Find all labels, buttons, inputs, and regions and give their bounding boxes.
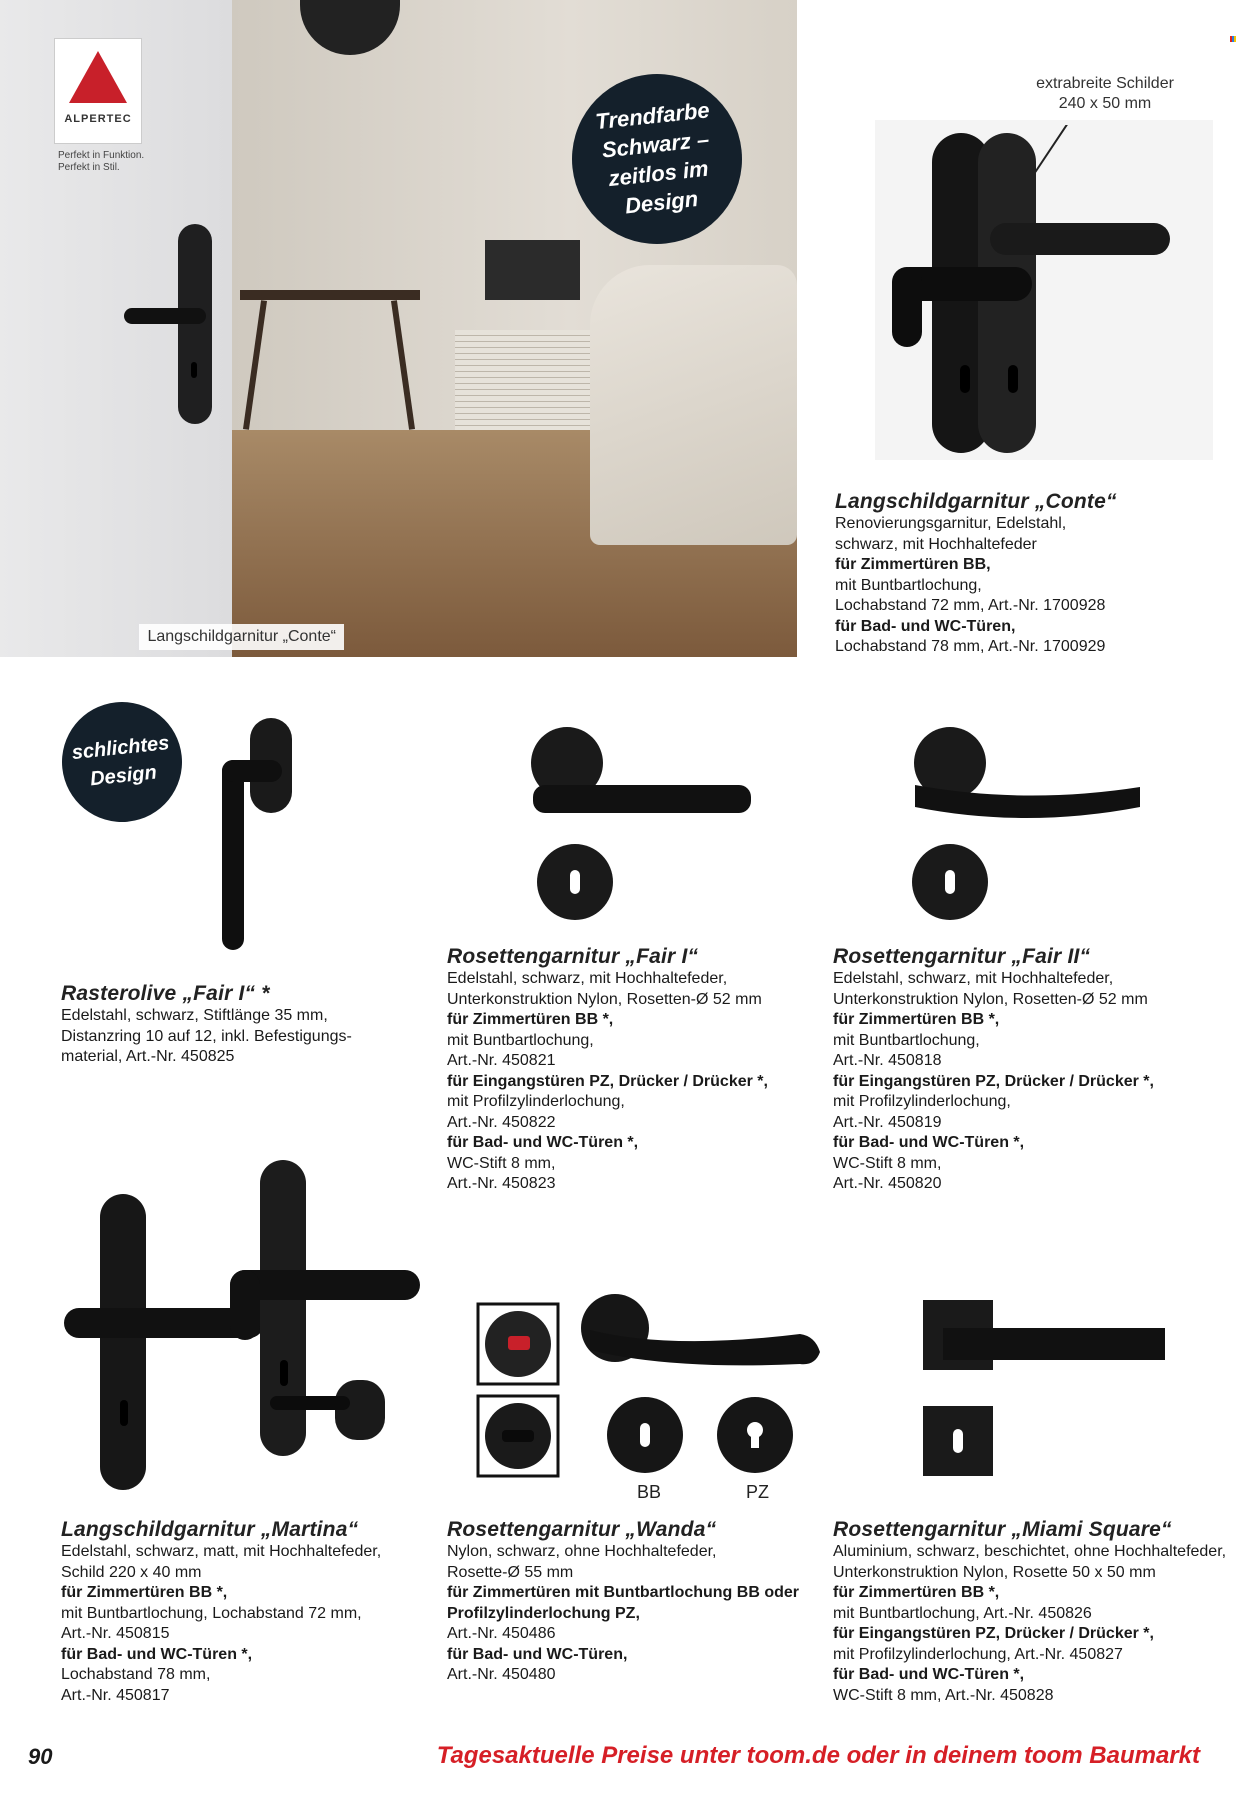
- description-line: für Eingangstüren PZ, Drücker / Drücker *,: [833, 1072, 1154, 1090]
- logo-text: ALPERTEC: [64, 113, 132, 125]
- description-line: für Bad- und WC-Türen *,: [833, 1666, 1025, 1683]
- wanda-illustration: [470, 1290, 830, 1480]
- miami-illustration: [915, 1298, 1175, 1483]
- description-line: Aluminium, schwarz, beschichtet, ohne Hochhaltefeder,: [833, 1543, 1227, 1560]
- alpertec-logo: [54, 38, 142, 144]
- sofa: [590, 265, 797, 545]
- miami-text-block: [833, 1518, 1243, 1706]
- description-line: mit Profilzylinderlochung, Art.-Nr. 450827: [833, 1645, 1123, 1663]
- fair2-text-block: [833, 945, 1233, 1195]
- description-line: für Zimmertüren mit Buntbartlochung BB oder: [447, 1584, 799, 1601]
- badge-line: Design: [89, 761, 158, 791]
- conte-text-block: [835, 490, 1235, 658]
- description-line: Unterkonstruktion Nylon, Rosetten-Ø 52 mm: [833, 990, 1148, 1008]
- wanda-label-bb: BB: [637, 1482, 662, 1502]
- description-line: WC-Stift 8 mm, Art.-Nr. 450828: [833, 1686, 1054, 1704]
- badge-line: schlichtes: [70, 732, 171, 765]
- miami-body: [833, 1542, 1243, 1706]
- design-badge: [56, 696, 188, 828]
- description-line: für Eingangstüren PZ, Drücker / Drücker *,: [833, 1625, 1154, 1642]
- description-line: Art.-Nr. 450480: [447, 1666, 556, 1683]
- description-line: Lochabstand 78 mm,: [61, 1666, 211, 1683]
- description-line: Art.-Nr. 450486: [447, 1625, 556, 1642]
- fair1-illustration: [525, 725, 755, 925]
- footer-link-text[interactable]: Tagesaktuelle Preise unter toom.de oder in deinem toom Baumarkt: [436, 1742, 1200, 1769]
- martina-text-block: [61, 1518, 441, 1706]
- fair1-text-block: [447, 945, 827, 1195]
- description-line: Unterkonstruktion Nylon, Rosetten-Ø 52 mm: [447, 990, 762, 1008]
- badge-line: zeitlos im: [607, 155, 710, 192]
- description-line: für Bad- und WC-Türen *,: [447, 1134, 639, 1151]
- description-line: mit Buntbartlochung,: [833, 1031, 980, 1049]
- description-line: Nylon, schwarz, ohne Hochhaltefeder,: [447, 1543, 717, 1560]
- hero-handle-illustration: [120, 220, 230, 430]
- description-line: mit Profilzylinderlochung,: [447, 1093, 625, 1110]
- description-line: Art.-Nr. 450822: [447, 1113, 556, 1131]
- description-line: Art.-Nr. 450817: [61, 1686, 170, 1704]
- description-line: für Bad- und WC-Türen,: [447, 1645, 628, 1663]
- description-line: Lochabstand 72 mm, Art.-Nr. 1700928: [835, 597, 1106, 614]
- miami-title: Rosettengarnitur „Miami Square“: [833, 1518, 1172, 1541]
- badge-line: Design: [623, 185, 700, 219]
- rasterolive-text-block: [61, 982, 391, 1068]
- description-line: Schild 220 x 40 mm: [61, 1563, 202, 1581]
- rasterolive-illustration: [200, 710, 310, 960]
- description-line: WC-Stift 8 mm,: [447, 1154, 556, 1172]
- description-line: Art.-Nr. 450821: [447, 1052, 556, 1069]
- description-line: Distanzring 10 auf 12, inkl. Befestigungs-: [61, 1027, 352, 1045]
- martina-illustration: [60, 1160, 420, 1500]
- description-line: Lochabstand 78 mm, Art.-Nr. 1700929: [835, 638, 1106, 655]
- description-line: Edelstahl, schwarz, matt, mit Hochhaltefeder,: [61, 1543, 382, 1560]
- description-line: Art.-Nr. 450820: [833, 1175, 942, 1192]
- description-line: mit Buntbartlochung, Art.-Nr. 450826: [833, 1604, 1092, 1622]
- description-line: für Bad- und WC-Türen *,: [833, 1134, 1025, 1151]
- description-line: Renovierungsgarnitur, Edelstahl,: [835, 515, 1067, 532]
- description-line: für Zimmertüren BB *,: [833, 1011, 1000, 1028]
- description-line: für Bad- und WC-Türen,: [835, 617, 1016, 635]
- description-line: Rosette-Ø 55 mm: [447, 1563, 574, 1581]
- fair2-illustration: [895, 725, 1155, 925]
- wanda-title: Rosettengarnitur „Wanda“: [447, 1518, 717, 1541]
- tagline-line: Perfekt in Funktion.: [58, 150, 145, 161]
- rasterolive-body: [61, 1006, 391, 1068]
- description-line: Profilzylinderlochung PZ,: [447, 1604, 640, 1622]
- wanda-body: [447, 1542, 827, 1686]
- black-box: [485, 240, 580, 300]
- badge-line: Trendfarbe: [594, 97, 711, 135]
- fair1-title: Rosettengarnitur „Fair I“: [447, 945, 699, 968]
- martina-title: Langschildgarnitur „Martina“: [61, 1518, 359, 1541]
- description-line: schwarz, mit Hochhaltefeder: [835, 535, 1037, 553]
- conte-body: [835, 514, 1235, 658]
- fair2-body: [833, 969, 1233, 1195]
- description-line: mit Buntbartlochung, Lochabstand 72 mm,: [61, 1604, 362, 1622]
- conte-handle-illustration: [880, 125, 1210, 460]
- description-line: material, Art.-Nr. 450825: [61, 1048, 235, 1065]
- wanda-label-pz: PZ: [746, 1482, 770, 1502]
- toom-corner-icon: [1230, 36, 1236, 42]
- description-line: Art.-Nr. 450818: [833, 1052, 942, 1069]
- description-line: Art.-Nr. 450815: [61, 1625, 170, 1642]
- description-line: Unterkonstruktion Nylon, Rosette 50 x 50 mm: [833, 1563, 1156, 1581]
- table-top: [240, 290, 420, 300]
- logo-triangle-icon: [69, 51, 127, 103]
- description-line: mit Buntbartlochung,: [835, 576, 982, 594]
- description-line: für Zimmertüren BB,: [835, 556, 991, 573]
- hero-photo: [0, 0, 797, 657]
- callout-line: extrabreite Schilder: [1036, 75, 1174, 92]
- callout-line: 240 x 50 mm: [1058, 95, 1152, 112]
- rasterolive-title: Rasterolive „Fair I“ *: [61, 982, 270, 1005]
- tagline-line: Perfekt in Stil.: [58, 162, 120, 173]
- fair2-title: Rosettengarnitur „Fair II“: [833, 945, 1091, 968]
- wanda-text-block: [447, 1518, 827, 1686]
- description-line: WC-Stift 8 mm,: [833, 1154, 942, 1172]
- description-line: Art.-Nr. 450823: [447, 1175, 556, 1192]
- description-line: für Zimmertüren BB *,: [61, 1584, 228, 1601]
- martina-body: [61, 1542, 441, 1706]
- conte-callout: [1030, 74, 1180, 114]
- description-line: für Eingangstüren PZ, Drücker / Drücker *,: [447, 1072, 768, 1090]
- photo-caption: Langschildgarnitur „Conte“: [139, 624, 344, 650]
- brand-tagline: [58, 150, 144, 174]
- magazine-stack: [455, 330, 590, 430]
- description-line: Edelstahl, schwarz, mit Hochhaltefeder,: [833, 970, 1114, 987]
- description-line: für Bad- und WC-Türen *,: [61, 1645, 253, 1663]
- page-number: 90: [28, 1744, 53, 1769]
- description-line: mit Profilzylinderlochung,: [833, 1093, 1011, 1110]
- badge-line: Schwarz –: [600, 126, 711, 163]
- description-line: Edelstahl, schwarz, Stiftlänge 35 mm,: [61, 1007, 328, 1024]
- fair1-body: [447, 969, 827, 1195]
- description-line: mit Buntbartlochung,: [447, 1031, 594, 1049]
- description-line: für Zimmertüren BB *,: [447, 1011, 614, 1028]
- description-line: Edelstahl, schwarz, mit Hochhaltefeder,: [447, 970, 728, 987]
- description-line: Art.-Nr. 450819: [833, 1113, 942, 1131]
- description-line: für Zimmertüren BB *,: [833, 1584, 1000, 1601]
- conte-title: Langschildgarnitur „Conte“: [835, 490, 1117, 513]
